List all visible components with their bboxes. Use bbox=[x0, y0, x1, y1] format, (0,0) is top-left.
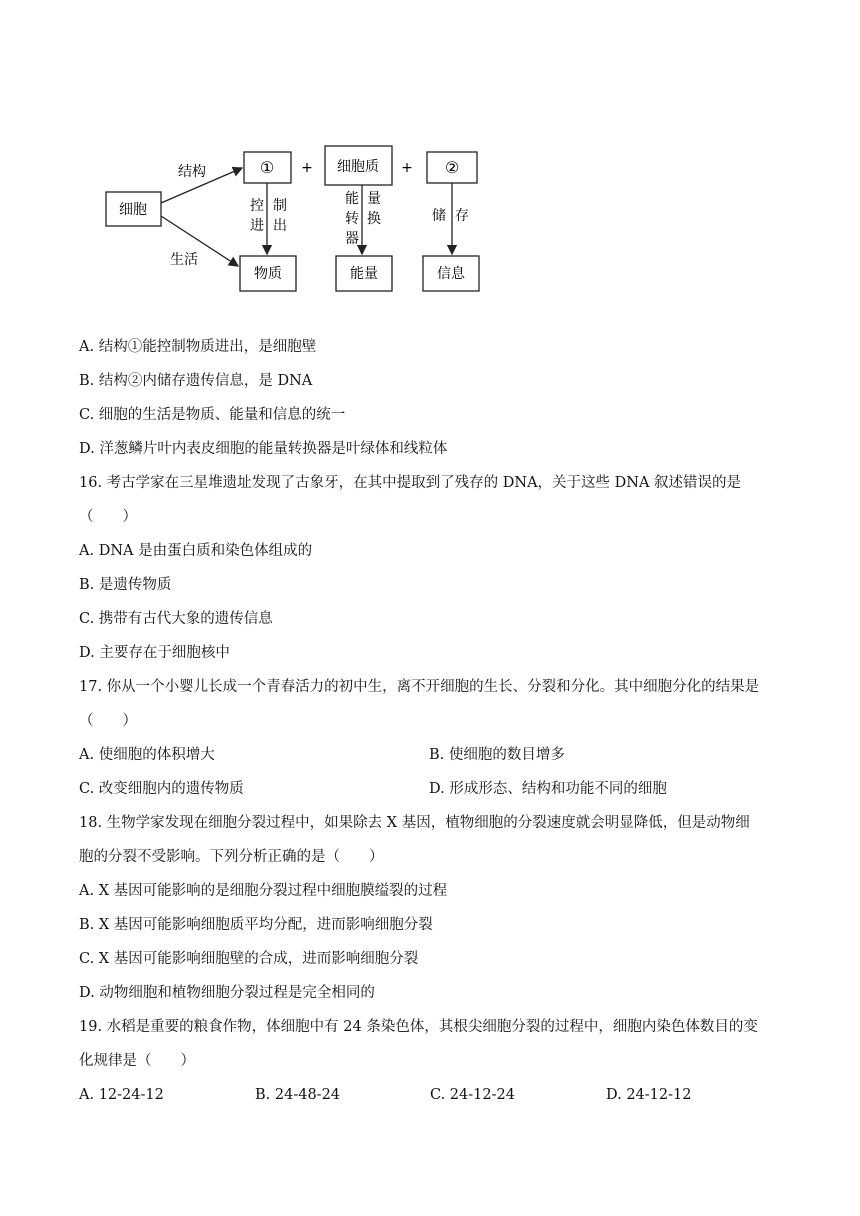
q19-option-a: A. 12-24-12 bbox=[79, 1087, 164, 1103]
q17-paren: （ ） bbox=[79, 713, 137, 729]
q17-option-c: C. 改变细胞内的遗传物质 bbox=[79, 781, 244, 797]
q16-stem: 16. 考古学家在三星堆遗址发现了古象牙，在其中提取到了残存的 DNA，关于这些 DNA 叙述错误的是 bbox=[79, 475, 742, 491]
structure-label: 结构 bbox=[178, 164, 206, 180]
store-col1: 储 bbox=[432, 208, 446, 224]
q16-option-b: B. 是遗传物质 bbox=[79, 577, 172, 593]
cytoplasm-label: 细胞质 bbox=[337, 159, 379, 175]
diagram-svg bbox=[100, 140, 500, 300]
q18-option-d: D. 动物细胞和植物细胞分裂过程是完全相同的 bbox=[79, 985, 375, 1001]
q17-option-b: B. 使细胞的数目增多 bbox=[429, 747, 565, 763]
plus-1: + bbox=[301, 160, 313, 176]
store-col2: 存 bbox=[455, 208, 469, 224]
cell-structure-diagram bbox=[100, 140, 500, 300]
q16-option-a: A. DNA 是由蛋白质和染色体组成的 bbox=[79, 543, 313, 559]
q18-option-a: A. X 基因可能影响的是细胞分裂过程中细胞膜缢裂的过程 bbox=[79, 883, 448, 899]
q18-stem-line1: 18. 生物学家发现在细胞分裂过程中，如果除去 X 基因，植物细胞的分裂速度就会明显降低，但是动物细 bbox=[79, 815, 750, 831]
energy-label: 能量 bbox=[350, 266, 378, 282]
q19-option-b: B. 24-48-24 bbox=[255, 1087, 341, 1103]
q17-option-d: D. 形成形态、结构和功能不同的细胞 bbox=[429, 781, 667, 797]
q16-paren: （ ） bbox=[79, 509, 137, 525]
box1-label: ① bbox=[259, 158, 275, 177]
q16-option-d: D. 主要存在于细胞核中 bbox=[79, 645, 230, 661]
q16-option-c: C. 携带有古代大象的遗传信息 bbox=[79, 611, 273, 627]
q18-option-c: C. X 基因可能影响细胞壁的合成，进而影响细胞分裂 bbox=[79, 951, 419, 967]
cell-label: 细胞 bbox=[119, 202, 147, 218]
control-col2: 制出 bbox=[273, 198, 287, 234]
q15-option-d: D. 洋葱鳞片叶内表皮细胞的能量转换器是叶绿体和线粒体 bbox=[79, 441, 448, 457]
q18-stem-line2: 胞的分裂不受影响。下列分析正确的是（ ） bbox=[79, 849, 384, 865]
q15-option-c: C. 细胞的生活是物质、能量和信息的统一 bbox=[79, 407, 346, 423]
energy-col2: 量换 bbox=[367, 191, 381, 227]
q15-option-b: B. 结构②内储存遗传信息，是 DNA bbox=[79, 373, 313, 389]
energy-col1: 能转器 bbox=[345, 191, 359, 247]
q18-option-b: B. X 基因可能影响细胞质平均分配，进而影响细胞分裂 bbox=[79, 917, 433, 933]
q19-stem-line2: 化规律是（ ） bbox=[79, 1053, 195, 1069]
q17-stem: 17. 你从一个小婴儿长成一个青春活力的初中生，离不开细胞的生长、分裂和分化。其中细胞分化的结果是 bbox=[79, 679, 760, 695]
q19-option-d: D. 24-12-12 bbox=[606, 1087, 692, 1103]
q19-stem-line1: 19. 水稻是重要的粮食作物，体细胞中有 24 条染色体，其根尖细胞分裂的过程中，细胞内染色体数目的变 bbox=[79, 1019, 758, 1035]
plus-2: + bbox=[401, 160, 413, 176]
q19-option-c: C. 24-12-24 bbox=[430, 1087, 515, 1103]
life-label: 生活 bbox=[170, 252, 198, 268]
info-label: 信息 bbox=[437, 266, 465, 282]
q15-option-a: A. 结构①能控制物质进出，是细胞壁 bbox=[79, 339, 317, 355]
q17-option-a: A. 使细胞的体积增大 bbox=[79, 747, 215, 763]
box2-label: ② bbox=[444, 158, 460, 177]
matter-label: 物质 bbox=[254, 266, 282, 282]
control-col1: 控进 bbox=[250, 198, 264, 234]
